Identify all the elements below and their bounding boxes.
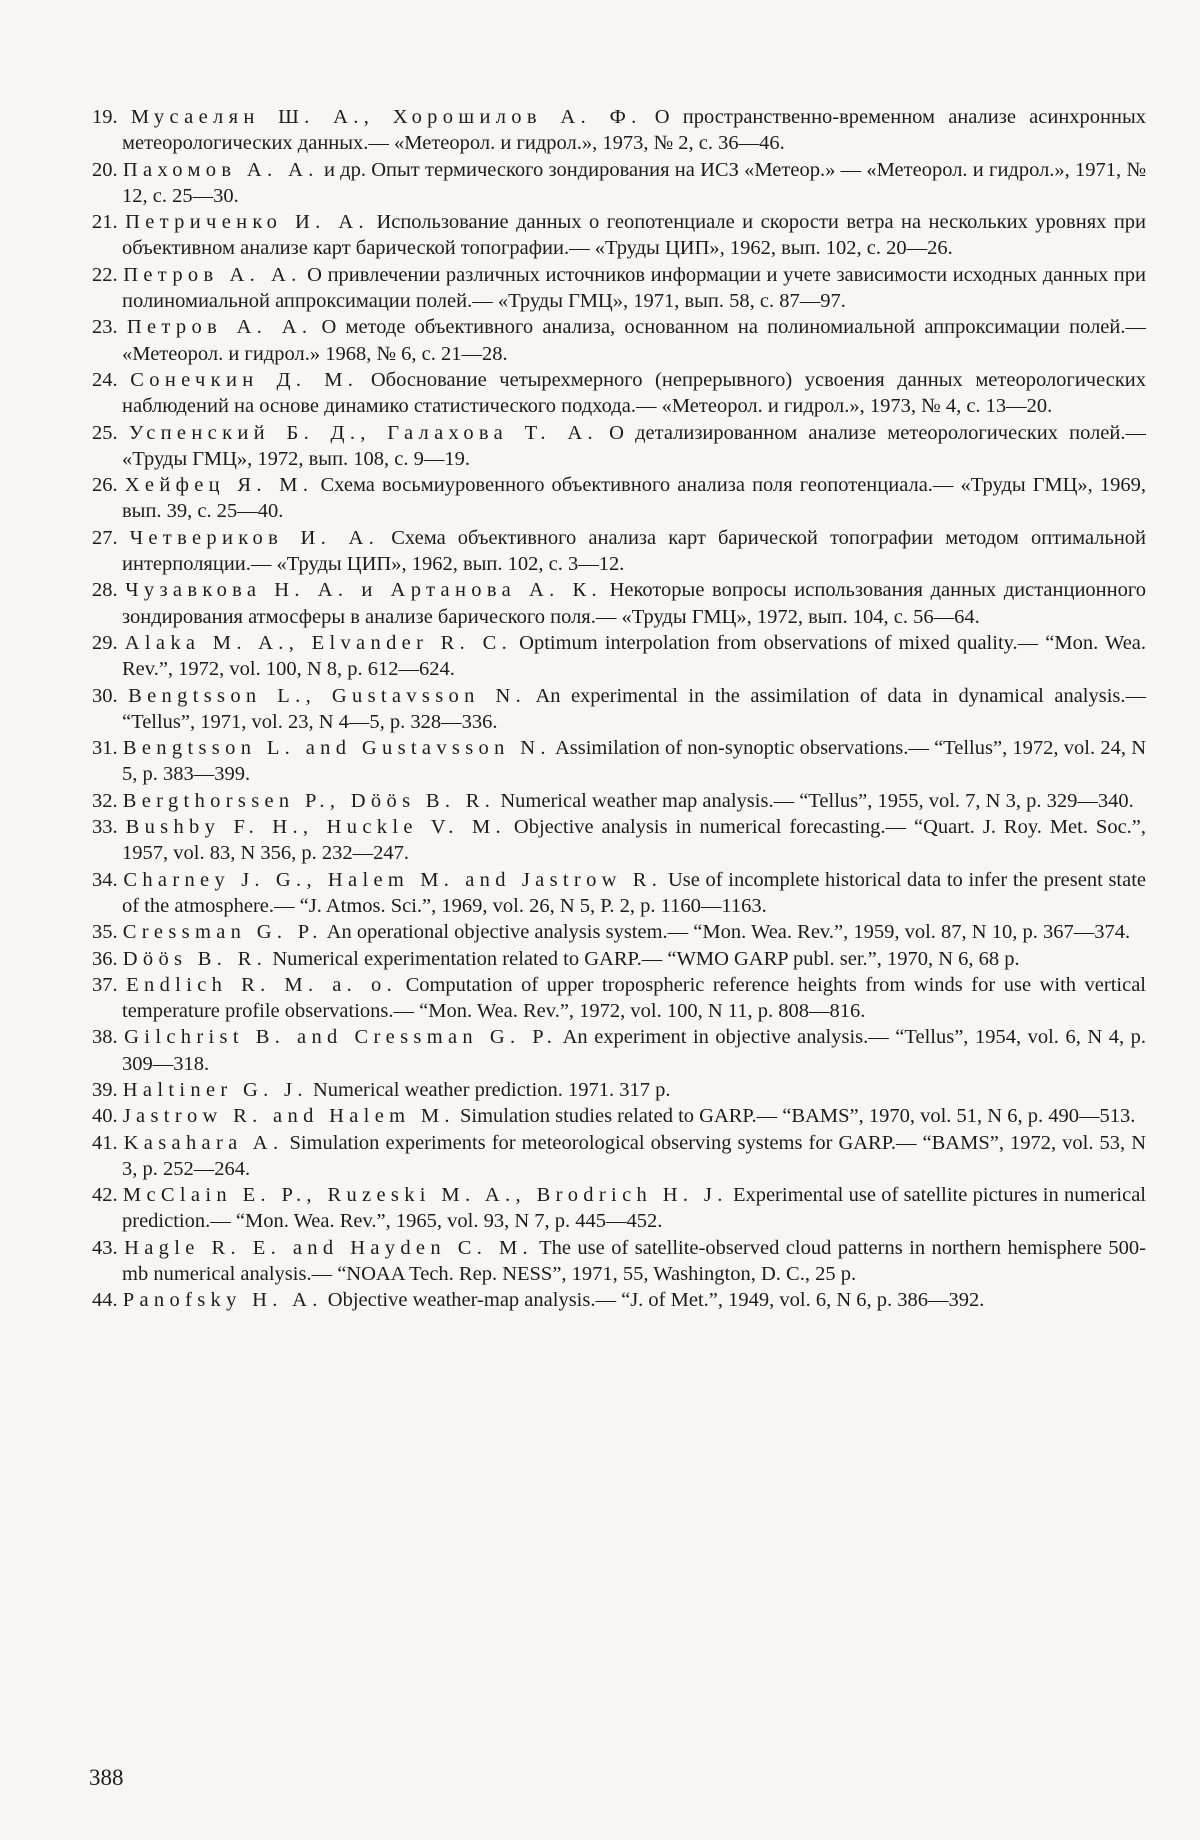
reference-authors: Bengtsson L., Gustavsson N. xyxy=(128,684,527,707)
reference-item xyxy=(92,919,1146,945)
reference-number: 27. xyxy=(92,526,118,549)
reference-number: 38. xyxy=(92,1026,118,1049)
reference-text: Numerical weather map analysis.— “Tellus”, 1955, vol. 7, N 3, p. 329—340. xyxy=(500,789,1134,812)
reference-authors: Alaka M. A., Elvander R. C. xyxy=(124,631,513,654)
reference-number: 23. xyxy=(92,316,118,339)
reference-text: Simulation experiments for meteorological observing systems for GARP.— “BAMS”, 1972, vol. 53, N 3, p. 252—264. xyxy=(122,1131,1147,1180)
reference-number: 22. xyxy=(92,263,118,286)
reference-text: Использование данных о геопотенциале и скорости ветра на нескольких уровнях при объективном анализе карт барической топографии.— «Труды ЦИП», 1962, вып. 102, с. 20—26. xyxy=(122,211,1147,260)
reference-item xyxy=(92,209,1146,262)
reference-authors: Четвериков И. А. xyxy=(129,526,380,549)
reference-item xyxy=(92,367,1146,420)
reference-item xyxy=(92,314,1146,367)
reference-text: и др. Опыт термического зондирования на ИСЗ «Метеор.» — «Метеорол. и гидрол.», 1971, № 12, с. 25—30. xyxy=(122,158,1147,207)
reference-text: Обоснование четырехмерного (непрерывного) усвоения данных метеорологических наблюдений на основе динамико статистического подхода.— «Метеорол. и гидрол.», 1973, № 4, с. 13—20. xyxy=(122,368,1147,418)
reference-number: 30. xyxy=(92,684,118,707)
reference-text: Objective analysis in numerical forecasting.— “Quart. J. Roy. Met. Soc.”, 1957, vol. 83, N 356, p. 232—247. xyxy=(122,816,1147,865)
reference-authors: Cressman G. P. xyxy=(122,921,323,944)
reference-text: Некоторые вопросы использования данных дистанционного зондирования атмосферы в анализе барического поля.— «Труды ГМЦ», 1972, вып. 104, с. 56—64. xyxy=(122,579,1147,628)
reference-item xyxy=(92,972,1146,1025)
reference-text: An operational objective analysis system.— “Mon. Wea. Rev.”, 1959, vol. 87, N 10, p. 367—374. xyxy=(326,921,1131,944)
reference-number: 21. xyxy=(92,211,118,234)
reference-number: 39. xyxy=(92,1078,118,1101)
reference-authors: Пахомов А. А. xyxy=(122,158,319,181)
reference-authors: Хейфец Я. М. xyxy=(124,474,314,497)
reference-item xyxy=(92,1287,1146,1313)
reference-text: Numerical weather prediction. 1971. 317 p. xyxy=(312,1078,671,1101)
reference-text: An experimental in the assimilation of data in dynamical analysis.— “Tellus”, 1971, vol. 23, N 4—5, p. 328—336. xyxy=(122,684,1147,733)
reference-item xyxy=(92,788,1146,814)
reference-item xyxy=(92,420,1146,473)
reference-authors: Charney J. G., Halem M. and Jastrow R. xyxy=(123,868,663,891)
reference-item xyxy=(92,1024,1146,1077)
reference-authors: McClain E. P., Ruzeski M. A., Brodrich H. J. xyxy=(122,1184,728,1207)
reference-item xyxy=(92,1130,1146,1183)
reference-authors: Panofsky H. A. xyxy=(122,1289,323,1312)
reference-authors: Сонечкин Д. М. xyxy=(130,368,359,391)
reference-text: Computation of upper tropospheric reference heights from winds for use with vertical temperature profile observations.— “Mon. Wea. Rev.”, 1972, vol. 100, N 11, p. 808—816. xyxy=(122,973,1146,1023)
reference-authors: Haltiner G. J. xyxy=(122,1078,308,1101)
reference-number: 28. xyxy=(92,579,118,602)
reference-number: 29. xyxy=(92,631,118,654)
reference-text: Assimilation of non-synoptic observations.— “Tellus”, 1972, vol. 24, N 5, p. 383—399. xyxy=(122,737,1147,786)
reference-authors: Bengtsson L. and Gustavsson N. xyxy=(122,737,551,760)
reference-text: The use of satellite-observed cloud patterns in northern hemisphere 500-mb numerical analysis.— “NOAA Tech. Rep. NESS”, 1971, 55, Washington, D. C., 25 p. xyxy=(122,1236,1146,1286)
reference-item xyxy=(92,735,1146,788)
reference-item xyxy=(92,630,1146,683)
reference-authors: Bushby F. H., Huckle V. M. xyxy=(125,816,506,839)
reference-number: 32. xyxy=(92,789,118,812)
reference-authors: Bergthorssen P., Döös B. R. xyxy=(122,789,496,812)
reference-text: О методе объективного анализа, основанном на полиномиальной аппроксимации полей.— «Метеорол. и гидрол.» 1968, № 6, с. 21—28. xyxy=(122,316,1147,365)
reference-text: Experimental use of satellite pictures in numerical prediction.— “Mon. Wea. Rev.”, 1965, vol. 93, N 7, p. 445—452. xyxy=(122,1184,1146,1233)
reference-item xyxy=(92,683,1146,736)
reference-item xyxy=(92,1103,1146,1129)
reference-authors: Hagle R. E. and Hayden C. M. xyxy=(124,1236,533,1259)
reference-text: О привлечении различных источников информации и учете зависимости исходных данных при полиномиальной аппроксимации полей.— «Труды ГМЦ», 1971, вып. 58, с. 87—97. xyxy=(122,263,1146,313)
reference-item xyxy=(92,1235,1146,1288)
reference-number: 44. xyxy=(92,1289,118,1312)
reference-number: 35. xyxy=(92,921,118,944)
reference-number: 26. xyxy=(92,474,118,497)
reference-number: 34. xyxy=(92,868,118,891)
reference-item xyxy=(92,525,1146,578)
reference-text: Optimum interpolation from observations of mixed quality.— “Mon. Wea. Rev.”, 1972, vol. 100, N 8, p. 612—624. xyxy=(122,631,1147,681)
reference-item xyxy=(92,262,1146,315)
reference-authors: Петриченко И. А. xyxy=(125,211,369,234)
reference-item xyxy=(92,1182,1146,1235)
reference-number: 37. xyxy=(92,973,118,996)
reference-text: An experiment in objective analysis.— “Tellus”, 1954, vol. 6, N 4, p. 309—318. xyxy=(122,1026,1146,1075)
reference-authors: Kasahara A. xyxy=(123,1131,284,1154)
reference-number: 40. xyxy=(92,1105,118,1128)
reference-authors: Петров А. А. xyxy=(126,316,313,339)
reference-item xyxy=(92,472,1146,525)
reference-item xyxy=(92,814,1146,867)
reference-item xyxy=(92,867,1146,920)
reference-text: О детализированном анализе метеорологических полей.— «Труды ГМЦ», 1972, вып. 108, с. 9—19. xyxy=(122,421,1147,470)
reference-authors: Gilchrist B. and Cressman G. P. xyxy=(124,1026,558,1049)
reference-authors: Чузавкова Н. А. и Артанова А. К. xyxy=(125,579,602,602)
reference-text: О пространственно-временном анализе асинхронных метеорологических данных.— «Метеорол. и гидрол.», 1973, № 2, с. 36—46. xyxy=(122,106,1147,155)
reference-number: 24. xyxy=(92,368,118,391)
reference-text: Simulation studies related to GARP.— “BAMS”, 1970, vol. 51, N 6, p. 490—513. xyxy=(460,1105,1136,1128)
reference-authors: Успенский Б. Д., Галахова Т. А. xyxy=(128,421,598,444)
reference-text: Use of incomplete historical data to infer the present state of the atmosphere.— “J. Atmos. Sci.”, 1969, vol. 26, N 5, P. 2, p. 1160—1163. xyxy=(122,868,1147,917)
reference-item xyxy=(92,157,1146,210)
reference-number: 43. xyxy=(92,1236,118,1259)
reference-number: 41. xyxy=(92,1131,118,1154)
reference-number: 31. xyxy=(92,737,118,760)
page-number: 388 xyxy=(89,1765,124,1790)
reference-number: 20. xyxy=(92,158,118,181)
reference-item xyxy=(92,577,1146,630)
reference-number: 42. xyxy=(92,1184,118,1207)
reference-text: Схема восьмиуровенного объективного анализа поля геопотенциала.— «Труды ГМЦ», 1969, вып. 39, с. 25—40. xyxy=(122,474,1147,523)
reference-authors: Мусаелян Ш. А., Хорошилов А. Ф. xyxy=(130,106,642,128)
reference-item xyxy=(92,946,1146,972)
reference-authors: Jastrow R. and Halem M. xyxy=(122,1105,455,1128)
reference-text: Numerical experimentation related to GARP.— “WMO GARP publ. ser.”, 1970, N 6, 68 p. xyxy=(272,947,1020,970)
reference-text: Схема объективного анализа карт барической топографии методом оптимальной интерполяции.— «Труды ЦИП», 1962, вып. 102, с. 3—12. xyxy=(122,526,1147,576)
reference-item xyxy=(92,104,1146,157)
reference-number: 36. xyxy=(92,947,118,970)
reference-authors: Endlich R. M. a. o. xyxy=(126,973,398,996)
reference-number: 25. xyxy=(92,421,118,444)
reference-list xyxy=(92,104,1146,1314)
reference-text: Objective weather-map analysis.— “J. of Met.”, 1949, vol. 6, N 6, p. 386—392. xyxy=(327,1289,985,1312)
reference-authors: Петров А. А. xyxy=(123,263,302,286)
reference-number: 19. xyxy=(92,106,118,128)
reference-authors: Döös B. R. xyxy=(122,947,268,970)
reference-item xyxy=(92,1077,1146,1103)
reference-number: 33. xyxy=(92,816,118,839)
